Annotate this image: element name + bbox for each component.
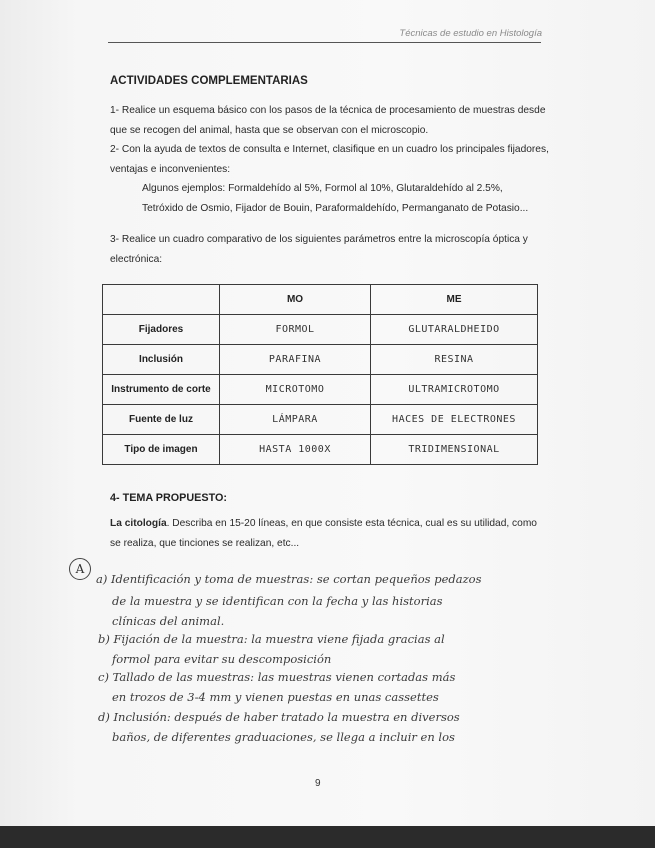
topic-term: La citología bbox=[110, 518, 167, 529]
activity-2 bbox=[110, 140, 549, 179]
examples-line-2: Tetróxido de Osmio, Fijador de Bouin, Paraformaldehído, Permanganato de Potasio... bbox=[142, 202, 529, 214]
handwritten-line: d) Inclusión: después de haber tratado la muestra en diversos bbox=[98, 710, 460, 724]
cell-me: ULTRAMICROTOMO bbox=[371, 375, 538, 405]
cell-me: TRIDIMENSIONAL bbox=[371, 435, 538, 465]
activity-2-line-2: ventajas e inconvenientes: bbox=[110, 163, 231, 175]
activity-1-line-2: que se recogen del animal, hasta que se observan con el microscopio. bbox=[110, 124, 429, 136]
column-header-mo: MO bbox=[220, 285, 371, 315]
topic-line-1-rest: . Describa en 15-20 líneas, en que consiste esta técnica, cual es su utilidad, como bbox=[166, 518, 537, 529]
activity-3-line-2: electrónica: bbox=[110, 253, 163, 265]
cell-me: GLUTARALDHEIDO bbox=[371, 315, 538, 345]
answer-marker: A bbox=[69, 558, 91, 580]
activity-3-line-1: 3- Realice un cuadro comparativo de los siguientes parámetros entre la microscopía óptica y bbox=[110, 234, 528, 245]
row-label: Fuente de luz bbox=[103, 405, 220, 435]
row-label: Inclusión bbox=[103, 345, 220, 375]
running-header: Técnicas de estudio en Histología bbox=[399, 28, 542, 39]
table-header-row bbox=[103, 285, 538, 315]
topic-line-2: se realiza, que tinciones se realizan, etc... bbox=[110, 538, 300, 549]
row-label: Instrumento de corte bbox=[103, 375, 220, 405]
activity-3 bbox=[110, 230, 528, 269]
activity-2-line-1: 2- Con la ayuda de textos de consulta e Internet, clasifique en un cuadro los principales fijadores, bbox=[110, 144, 549, 155]
handwritten-line: formol para evitar su descomposición bbox=[112, 652, 332, 666]
table-corner-cell bbox=[103, 285, 220, 315]
table-row bbox=[103, 345, 538, 375]
table-row bbox=[103, 405, 538, 435]
topic-heading: 4- TEMA PROPUESTO: bbox=[110, 492, 227, 504]
cell-me: RESINA bbox=[371, 345, 538, 375]
handwritten-line: baños, de diferentes graduaciones, se llega a incluir en los bbox=[112, 730, 455, 744]
row-label: Fijadores bbox=[103, 315, 220, 345]
cell-mo: HASTA 1000X bbox=[220, 435, 371, 465]
handwritten-line: clínicas del animal. bbox=[112, 614, 225, 628]
handwritten-line: en trozos de 3-4 mm y vienen puestas en unas cassettes bbox=[112, 690, 439, 704]
cell-mo: FORMOL bbox=[220, 315, 371, 345]
table-row bbox=[103, 435, 538, 465]
examples-line-1: Algunos ejemplos: Formaldehído al 5%, Formol al 10%, Glutaraldehído al 2.5%, bbox=[142, 183, 503, 194]
row-label: Tipo de imagen bbox=[103, 435, 220, 465]
handwritten-line: c) Tallado de las muestras: las muestras vienen cortadas más bbox=[98, 670, 456, 684]
topic-line-1 bbox=[110, 514, 537, 534]
comparison-table bbox=[102, 284, 538, 465]
cell-mo: MICROTOMO bbox=[220, 375, 371, 405]
table-row bbox=[103, 315, 538, 345]
cell-me: HACES DE ELECTRONES bbox=[371, 405, 538, 435]
examples bbox=[142, 179, 528, 218]
scan-bottom-edge bbox=[0, 826, 655, 848]
page-number: 9 bbox=[315, 778, 321, 789]
handwritten-line: de la muestra y se identifican con la fecha y las historias bbox=[112, 594, 443, 608]
cell-mo: PARAFINA bbox=[220, 345, 371, 375]
activity-1 bbox=[110, 101, 546, 140]
handwritten-line: b) Fijación de la muestra: la muestra viene fijada gracias al bbox=[98, 632, 445, 646]
cell-mo: LÁMPARA bbox=[220, 405, 371, 435]
column-header-me: ME bbox=[371, 285, 538, 315]
section-title: ACTIVIDADES COMPLEMENTARIAS bbox=[110, 75, 308, 87]
table-row bbox=[103, 375, 538, 405]
handwritten-line: a) Identificación y toma de muestras: se cortan pequeños pedazos bbox=[96, 572, 482, 586]
activity-1-line-1: 1- Realice un esquema básico con los pasos de la técnica de procesamiento de muestras desde bbox=[110, 105, 546, 116]
topic-description bbox=[110, 514, 537, 554]
header-rule bbox=[108, 42, 541, 43]
